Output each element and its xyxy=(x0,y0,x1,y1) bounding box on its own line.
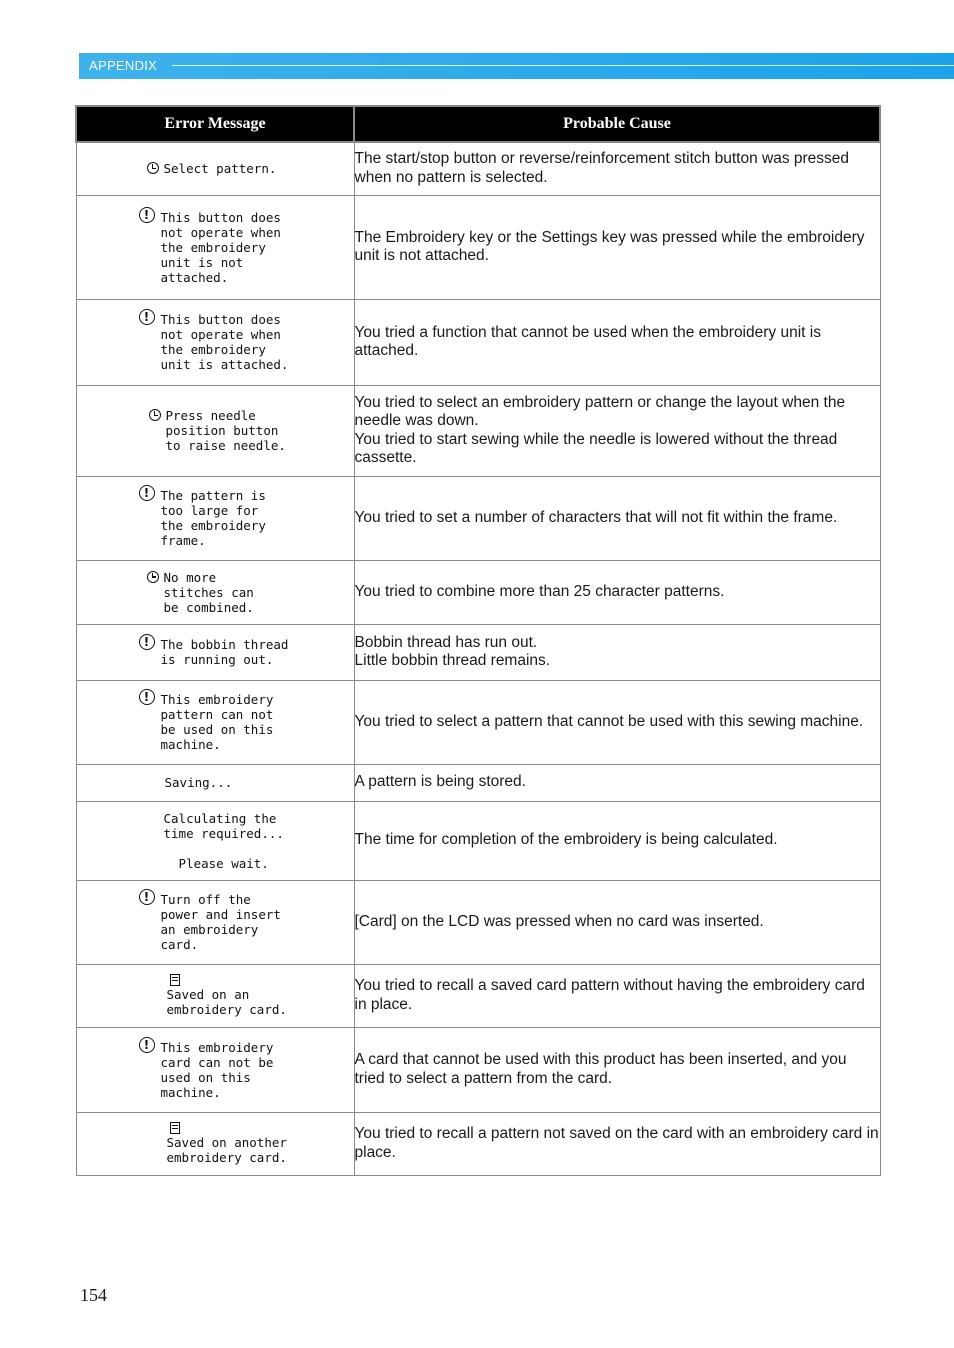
cause-text: Little bobbin thread remains. xyxy=(354,652,551,669)
probable-cause-cell xyxy=(354,1027,880,1112)
table-row xyxy=(76,624,880,680)
table-row xyxy=(76,801,880,880)
table-row xyxy=(76,299,880,385)
table-row xyxy=(76,476,880,560)
lcd-message xyxy=(147,157,354,180)
probable-cause-cell xyxy=(354,195,880,299)
section-header-band xyxy=(79,53,954,79)
table-row xyxy=(76,964,880,1027)
cause-text: A card that cannot be used with this product has been inserted, and you tried to select a pattern from the card. xyxy=(354,1051,847,1087)
lcd-message xyxy=(139,484,354,552)
lcd-message xyxy=(139,206,354,289)
probable-cause-cell xyxy=(354,560,880,624)
error-message-cell xyxy=(76,385,354,476)
error-message-cell xyxy=(76,1112,354,1175)
warning-icon: ! xyxy=(139,207,155,223)
lcd-message-text: This button does not operate when the embroidery unit is not attached. xyxy=(160,209,281,285)
cause-text: You tried a function that cannot be used when the embroidery unit is attached. xyxy=(354,323,821,359)
column-header-error-message: Error Message xyxy=(76,106,354,142)
probable-cause-cell xyxy=(354,764,880,801)
lcd-message-text: This embroidery pattern can not be used on this machine. xyxy=(160,692,274,752)
error-message-cell xyxy=(76,142,354,195)
probable-cause-cell xyxy=(354,299,880,385)
card-icon xyxy=(170,1122,180,1134)
lcd-message-text: Select pattern. xyxy=(163,161,277,177)
table-row xyxy=(76,560,880,624)
probable-cause-cell xyxy=(354,801,880,880)
probable-cause-cell xyxy=(354,964,880,1027)
cause-text: The time for completion of the embroidery is being calculated. xyxy=(354,831,778,849)
warning-icon: ! xyxy=(139,689,155,705)
cause-text: [Card] on the LCD was pressed when no card was inserted. xyxy=(354,912,764,930)
lcd-message-text: This button does not operate when the embroidery unit is attached. xyxy=(160,312,289,372)
error-message-cell xyxy=(76,1027,354,1112)
lcd-message xyxy=(139,888,354,956)
cause-text: You tried to set a number of characters that will not fit within the frame. xyxy=(354,508,838,526)
table-row xyxy=(76,764,880,801)
error-message-cell xyxy=(76,801,354,880)
lcd-message-text: Saving... xyxy=(164,775,233,790)
warning-icon: ! xyxy=(139,309,155,325)
probable-cause-cell xyxy=(354,624,880,680)
error-message-cell xyxy=(76,476,354,560)
column-header-probable-cause: Probable Cause xyxy=(354,106,880,142)
lcd-message xyxy=(164,807,354,875)
cause-text: You tried to select an embroidery pattern or change the layout when the needle was down. xyxy=(354,393,846,429)
lcd-message-text: Saved on another embroidery card. xyxy=(166,1135,287,1165)
error-message-cell xyxy=(76,624,354,680)
error-message-cell xyxy=(76,880,354,964)
error-message-cell xyxy=(76,764,354,801)
warning-icon: ! xyxy=(139,634,155,650)
lcd-message xyxy=(147,566,354,619)
error-message-cell xyxy=(76,680,354,764)
lcd-message-text: Saved on an embroidery card. xyxy=(166,987,287,1017)
lcd-message xyxy=(165,771,354,794)
table-row xyxy=(76,680,880,764)
cause-text: You tried to recall a saved card pattern without having the embroidery card in place. xyxy=(354,977,865,1013)
probable-cause-cell xyxy=(354,385,880,476)
error-message-cell xyxy=(76,560,354,624)
lcd-message xyxy=(149,404,354,457)
card-icon xyxy=(170,974,180,986)
cause-text: You tried to recall a pattern not saved on the card with an embroidery card in place. xyxy=(354,1125,879,1161)
lcd-message xyxy=(167,1118,354,1169)
table-row xyxy=(76,1112,880,1175)
error-message-cell xyxy=(76,195,354,299)
lcd-message xyxy=(139,308,354,376)
lcd-message-text: The bobbin thread is running out. xyxy=(160,637,289,667)
cause-text: You tried to combine more than 25 character patterns. xyxy=(354,582,725,600)
lcd-message xyxy=(139,633,354,671)
page-number: 154 xyxy=(80,1285,107,1305)
lcd-message xyxy=(167,970,354,1021)
error-message-cell xyxy=(76,299,354,385)
lcd-message-text: No more stitches can be combined. xyxy=(163,569,254,615)
section-label: APPENDIX xyxy=(89,58,158,73)
probable-cause-cell xyxy=(354,476,880,560)
header-rule xyxy=(172,65,954,66)
cause-text: A pattern is being stored. xyxy=(354,773,526,791)
cause-text: You tried to start sewing while the needle is lowered without the thread cassette. xyxy=(354,430,838,466)
lcd-message-text: Calculating the time required... Please wait. xyxy=(163,810,284,871)
cause-text: Bobbin thread has run out. xyxy=(354,633,538,651)
table-row xyxy=(76,880,880,964)
lcd-message xyxy=(139,1036,354,1104)
error-message-cell xyxy=(76,964,354,1027)
lcd-message-text: Press needle position button to raise needle. xyxy=(165,408,286,453)
lcd-message-text: The pattern is too large for the embroidery frame. xyxy=(160,488,266,548)
lcd-message xyxy=(139,688,354,756)
error-message-table xyxy=(75,105,881,1176)
table-row xyxy=(76,1027,880,1112)
cause-text: The Embroidery key or the Settings key was pressed while the embroidery unit is not attached. xyxy=(354,228,865,264)
table-row xyxy=(76,142,880,195)
probable-cause-cell xyxy=(354,1112,880,1175)
probable-cause-cell xyxy=(354,680,880,764)
warning-icon: ! xyxy=(139,485,155,501)
cause-text: You tried to select a pattern that cannot be used with this sewing machine. xyxy=(354,712,864,730)
clock-icon xyxy=(149,409,161,421)
clock-icon xyxy=(147,571,159,583)
lcd-message-text: This embroidery card can not be used on this machine. xyxy=(160,1039,274,1100)
probable-cause-cell xyxy=(354,880,880,964)
warning-icon: ! xyxy=(139,889,155,905)
lcd-message-text: Turn off the power and insert an embroidery card. xyxy=(160,892,281,952)
table-row xyxy=(76,385,880,476)
cause-text: The start/stop button or reverse/reinforcement stitch button was pressed when no pattern is selected. xyxy=(354,150,850,186)
clock-icon xyxy=(147,162,159,174)
table-header-row xyxy=(76,106,880,142)
probable-cause-cell xyxy=(354,142,880,195)
table-row xyxy=(76,195,880,299)
warning-icon: ! xyxy=(139,1037,155,1053)
